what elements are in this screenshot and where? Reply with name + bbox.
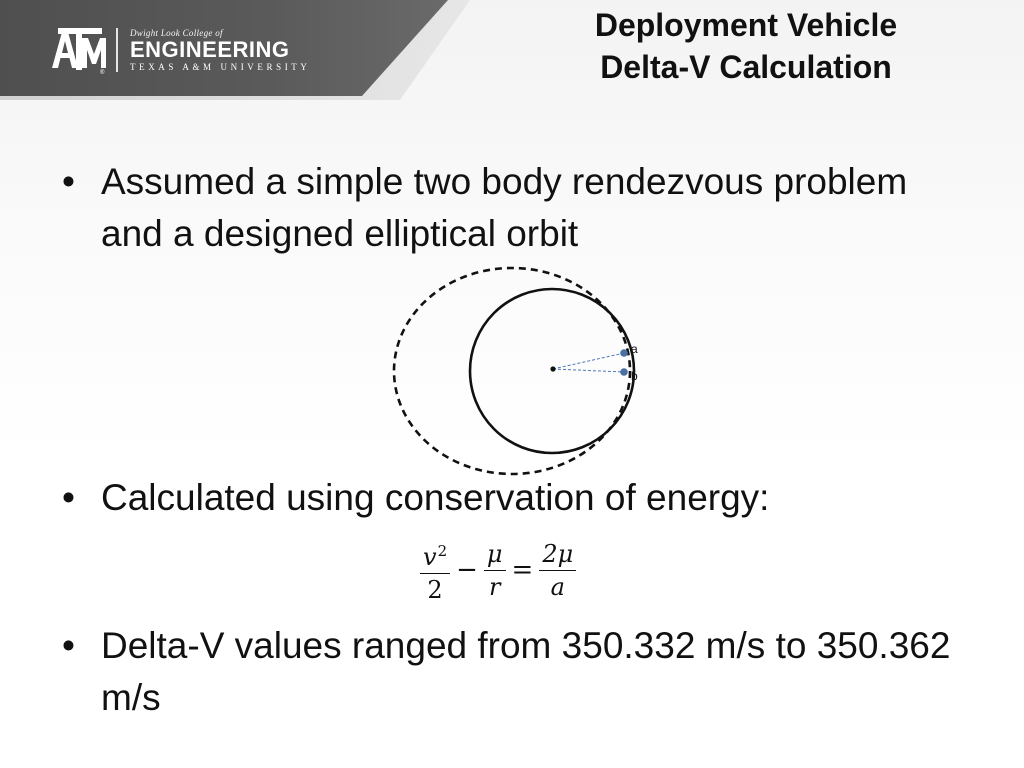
bullet-marker: • bbox=[62, 477, 75, 518]
slide-title-line-2: Delta-V Calculation bbox=[600, 49, 892, 85]
point-a bbox=[620, 349, 628, 357]
slide-title-line-1: Deployment Vehicle bbox=[594, 7, 898, 43]
eq-2mu: 2μ bbox=[539, 538, 576, 571]
logo-university: TEXAS A&M UNIVERSITY bbox=[130, 61, 311, 72]
point-b-label: b bbox=[631, 369, 638, 383]
eq-minus: − bbox=[456, 555, 478, 585]
bullet-result bbox=[62, 620, 962, 724]
eq-r: r bbox=[488, 572, 501, 601]
radius-line-b bbox=[553, 369, 624, 372]
bullet-assumption bbox=[62, 156, 962, 260]
atm-logo-icon bbox=[50, 24, 108, 76]
eq-exponent: 2 bbox=[437, 541, 448, 560]
logo-college-script: Dwight Look College of bbox=[130, 27, 223, 38]
bullet-marker: • bbox=[62, 161, 75, 202]
fraction-mu-over-r bbox=[484, 538, 506, 603]
svg-text:®: ® bbox=[100, 70, 105, 76]
energy-equation bbox=[418, 528, 578, 612]
radius-line-a bbox=[553, 353, 624, 369]
tamu-engineering-logo bbox=[50, 22, 311, 78]
orbit-diagram bbox=[386, 260, 656, 482]
eq-v: v bbox=[423, 542, 437, 571]
slide-title bbox=[536, 4, 956, 88]
fraction-v-squared-over-2 bbox=[420, 535, 450, 606]
eq-a: a bbox=[550, 572, 565, 601]
bullet-text: Assumed a simple two body rendezvous problem and a designed elliptical orbit bbox=[101, 161, 908, 254]
fraction-2mu-over-a bbox=[539, 538, 576, 603]
eq-den-2: 2 bbox=[427, 575, 443, 604]
eq-equals: = bbox=[511, 555, 534, 585]
logo-divider bbox=[116, 28, 118, 72]
central-body bbox=[550, 366, 555, 371]
point-a-label: a bbox=[631, 342, 638, 356]
logo-engineering: ENGINEERING bbox=[130, 36, 290, 62]
bullet-method bbox=[62, 472, 962, 524]
logo-text bbox=[130, 28, 311, 73]
bullet-marker: • bbox=[62, 625, 75, 666]
bullet-text: Calculated using conservation of energy: bbox=[101, 477, 770, 518]
point-b bbox=[620, 368, 628, 376]
bullet-text: Delta-V values ranged from 350.332 m/s to 350.362 m/s bbox=[101, 625, 951, 718]
eq-mu: μ bbox=[484, 538, 506, 571]
